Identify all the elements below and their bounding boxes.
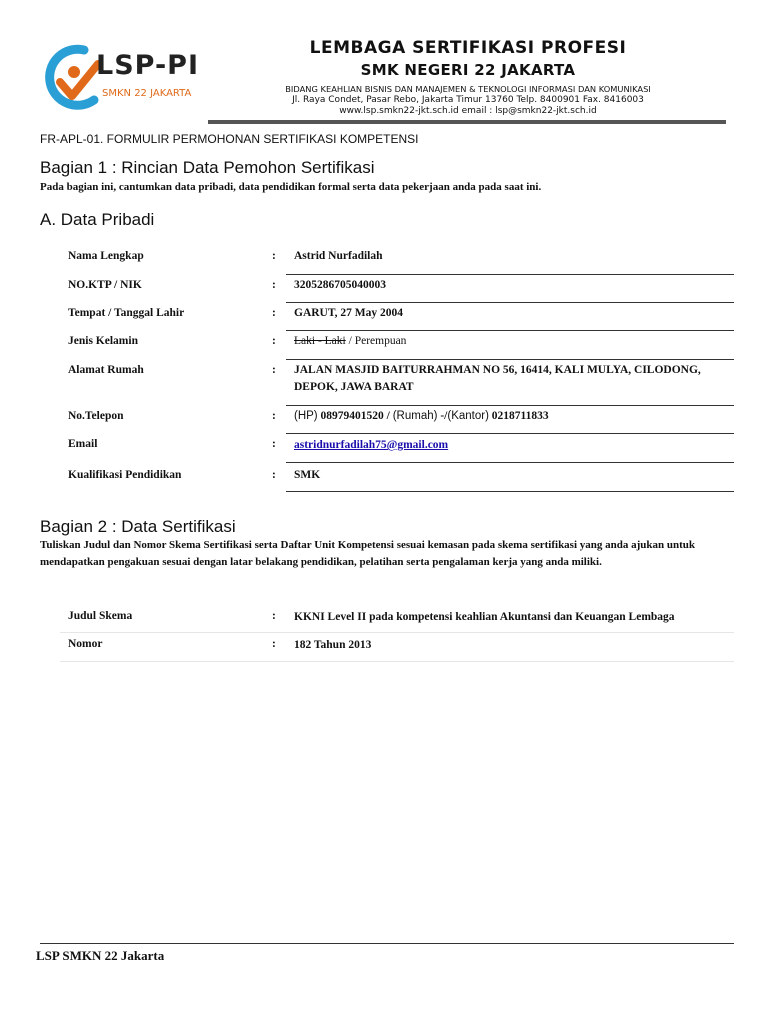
rumah-tag: (Rumah) xyxy=(392,410,438,422)
alamat-value: JALAN MASJID BAITURRAHMAN NO 56, 16414, KALI MULYA, CILODONG, DEPOK, JAWA BARAT xyxy=(294,364,701,393)
judul-skema-label: Judul Skema xyxy=(68,610,133,622)
letterhead-rule xyxy=(208,120,726,124)
footer-text: LSP SMKN 22 Jakarta xyxy=(36,948,165,963)
row-email xyxy=(60,434,734,463)
jenis-kelamin-label: Jenis Kelamin xyxy=(68,335,138,347)
ttl-value: GARUT, 27 May 2004 xyxy=(294,307,404,319)
hp-tag: (HP) xyxy=(294,410,318,422)
row-ttl xyxy=(60,303,734,331)
colon: : xyxy=(272,250,276,262)
letterhead xyxy=(40,38,728,124)
address-line: Jl. Raya Condet, Pasar Rebo, Jakarta Timur 13760 Telp. 8400901 Fax. 8416003 xyxy=(292,95,644,105)
colon: : xyxy=(272,364,276,376)
row-nomor xyxy=(60,633,734,662)
logo-subtext: SMKN 22 JAKARTA xyxy=(102,88,192,99)
logo-text: LSP-PI xyxy=(96,50,200,81)
footer-rule xyxy=(40,943,734,944)
colon: : xyxy=(272,610,276,622)
alamat-label: Alamat Rumah xyxy=(68,364,144,376)
row-telepon xyxy=(60,406,734,434)
colon: : xyxy=(272,279,276,291)
nama-label: Nama Lengkap xyxy=(68,250,144,262)
kualifikasi-value: SMK xyxy=(294,469,321,481)
bagian1-description: Pada bagian ini, cantumkan data pribadi, data pendidikan formal serta data pekerjaan anda pada saat ini. xyxy=(40,181,542,193)
row-ktp xyxy=(60,275,734,303)
row-rule xyxy=(286,491,734,492)
jenis-kelamin-separator: / xyxy=(345,335,355,347)
row-rule xyxy=(60,661,734,662)
colon: : xyxy=(272,307,276,319)
nama-value: Astrid Nurfadilah xyxy=(294,250,383,262)
ttl-label: Tempat / Tanggal Lahir xyxy=(68,307,185,319)
jenis-kelamin-struck: Laki - Laki xyxy=(294,335,346,347)
phone-separator: / xyxy=(386,410,390,422)
kantor-tag: (Kantor) xyxy=(447,410,489,422)
colon: : xyxy=(272,469,276,481)
judul-skema-value: KKNI Level II pada kompetensi keahlian Akuntansi dan Keuangan Lembaga xyxy=(294,611,675,623)
hp-number: 08979401520 xyxy=(320,410,384,422)
row-nama xyxy=(60,245,734,275)
letterhead-text xyxy=(208,38,728,116)
row-alamat xyxy=(60,360,734,406)
row-judul-skema xyxy=(60,605,734,633)
jenis-kelamin-selected: Perempuan xyxy=(354,335,407,347)
field-of-expertise: BIDANG KEAHLIAN BISNIS DAN MANAJEMEN & TEKNOLOGI INFORMASI DAN KOMUNIKASI xyxy=(285,84,651,94)
data-pribadi-title: A. Data Pribadi xyxy=(40,210,155,229)
telepon-value xyxy=(294,408,734,425)
nomor-label: Nomor xyxy=(68,638,103,650)
ktp-value: 3205286705040003 xyxy=(294,279,386,291)
email-link[interactable]: astridnurfadilah75@gmail.com xyxy=(294,439,449,451)
data-sertifikasi-table xyxy=(60,605,734,662)
bagian2-title: Bagian 2 : Data Sertifikasi xyxy=(40,517,236,536)
institution-name: LEMBAGA SERTIFIKASI PROFESI xyxy=(309,38,627,58)
bagian2-description: Tuliskan Judul dan Nomor Skema Sertifikasi serta Daftar Unit Kompetensi sesuai kemasan pada skema sertifikasi yang anda ajukan untuk mendapatkan pengakuan sesuai dengan latar belakang pendidikan, pelatihan serta pengalaman kerja yang anda miliki. xyxy=(40,539,696,568)
email-label: Email xyxy=(68,438,98,450)
form-code: FR-APL-01. FORMULIR PERMOHONAN SERTIFIKASI KOMPETENSI xyxy=(40,132,419,146)
ktp-label: NO.KTP / NIK xyxy=(68,279,142,291)
nomor-value: 182 Tahun 2013 xyxy=(294,639,372,651)
colon: : xyxy=(272,438,276,450)
school-name: SMK NEGERI 22 JAKARTA xyxy=(360,61,576,79)
kantor-number: 0218711833 xyxy=(491,410,549,422)
data-pribadi-table xyxy=(60,245,734,492)
web-email-line: www.lsp.smkn22-jkt.sch.id email : lsp@smkn22-jkt.sch.id xyxy=(339,106,597,116)
row-kualifikasi xyxy=(60,463,734,492)
row-jenis-kelamin xyxy=(60,331,734,360)
rumah-number: -/ xyxy=(440,410,448,422)
kualifikasi-label: Kualifikasi Pendidikan xyxy=(68,469,182,481)
colon: : xyxy=(272,335,276,347)
jenis-kelamin-value xyxy=(294,333,734,350)
bagian1-title: Bagian 1 : Rincian Data Pemohon Sertifikasi xyxy=(40,158,375,177)
colon: : xyxy=(272,638,276,650)
telepon-label: No.Telepon xyxy=(68,410,124,422)
lsp-logo xyxy=(44,42,204,118)
colon: : xyxy=(272,410,276,422)
